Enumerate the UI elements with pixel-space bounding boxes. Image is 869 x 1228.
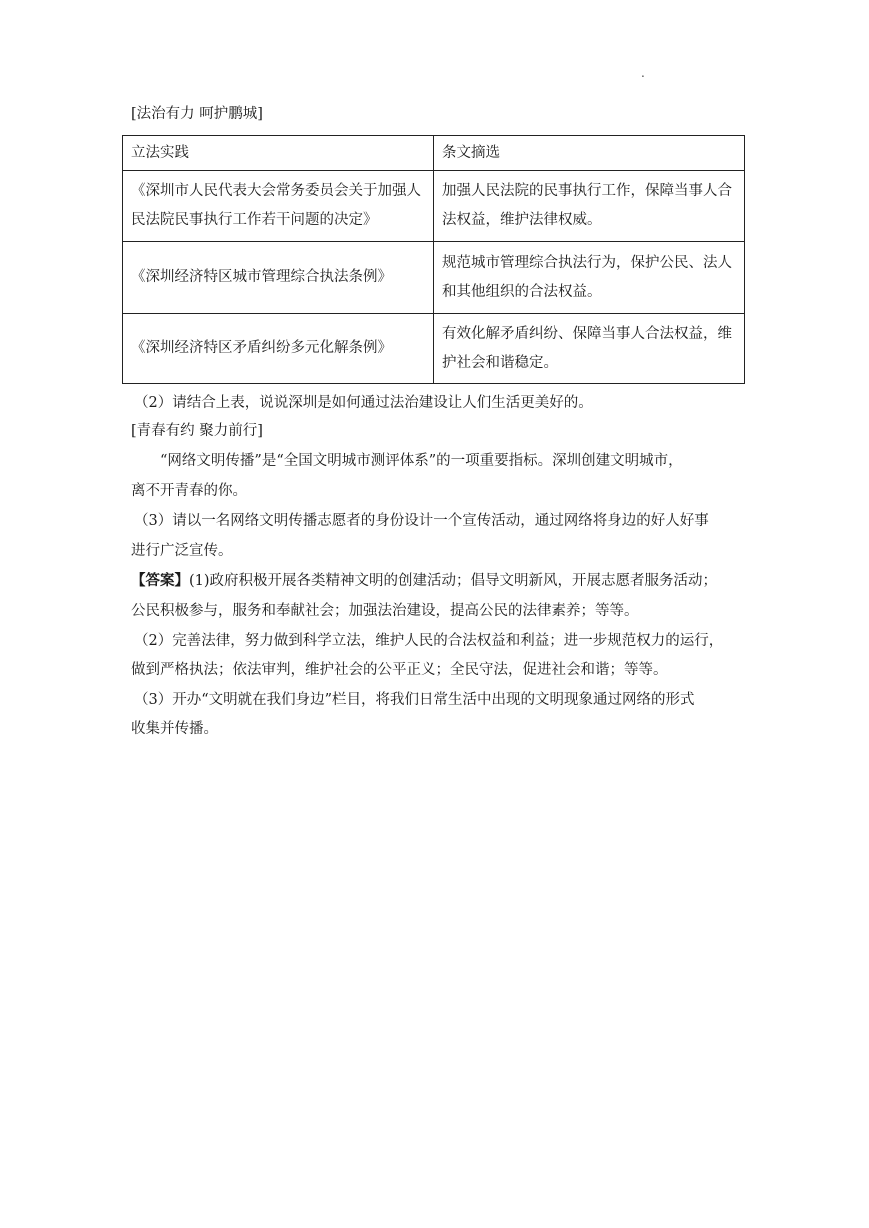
answer-line: 收集并传播。 — [131, 721, 218, 737]
table-cell-law: 《深圳经济特区城市管理综合执法条例》 — [123, 242, 434, 314]
table-header-cell: 立法实践 — [123, 136, 434, 171]
answer-line — [131, 571, 717, 591]
table-row — [123, 171, 745, 242]
table-cell-law: 《深圳经济特区矛盾纠纷多元化解条例》 — [123, 314, 434, 384]
answer-1-text: (1)政府积极开展各类精神文明的创建活动；倡导文明新风，开展志愿者服务活动； — [189, 573, 718, 589]
table-row — [123, 314, 745, 384]
answer-line: （2）完善法律，努力做到科学立法，维护人民的合法权益和利益；进一步规范权力的运行， — [134, 633, 724, 649]
table-cell-excerpt: 规范城市管理综合执法行为，保护公民、法人和其他组织的合法权益。 — [434, 242, 745, 314]
answer-line: 公民积极参与，服务和奉献社会；加强法治建设，提高公民的法律素养；等等。 — [131, 603, 639, 619]
answer-line: （3）开办“文明就在我们身边”栏目，将我们日常生活中出现的文明现象通过网络的形式 — [134, 692, 695, 708]
answer-line: 做到严格执法；依法审判，维护社会的公平正义；全民守法，促进社会和谐；等等。 — [131, 662, 668, 678]
table-cell-law: 《深圳市人民代表大会常务委员会关于加强人民法院民事执行工作若干问题的决定》 — [123, 171, 434, 242]
table-cell-excerpt: 有效化解矛盾纠纷、保障当事人合法权益，维护社会和谐稳定。 — [434, 314, 745, 384]
section-heading-rule-of-law: [法治有力 呵护鹏城] — [131, 106, 263, 122]
question-2: （2）请结合上表，说说深圳是如何通过法治建设让人们生活更美好的。 — [134, 395, 593, 411]
legislation-table — [122, 135, 745, 384]
table-header-row — [123, 136, 745, 171]
table-row — [123, 242, 745, 314]
paragraph-line: 离不开青春的你。 — [131, 483, 247, 499]
header-mark: . — [641, 66, 645, 80]
paragraph-line: “网络文明传播”是“全国文明城市测评体系”的一项重要指标。深圳创建文明城市， — [160, 453, 683, 469]
section-heading-youth: [青春有约 聚力前行] — [131, 423, 263, 439]
table-header-cell: 条文摘选 — [434, 136, 745, 171]
question-3-line: 进行广泛宣传。 — [131, 543, 233, 559]
question-3-line: （3）请以一名网络文明传播志愿者的身份设计一个宣传活动，通过网络将身边的好人好事 — [134, 513, 709, 529]
table-cell-excerpt: 加强人民法院的民事执行工作，保障当事人合法权益，维护法律权威。 — [434, 171, 745, 242]
answer-label: 【答案】 — [131, 572, 189, 589]
